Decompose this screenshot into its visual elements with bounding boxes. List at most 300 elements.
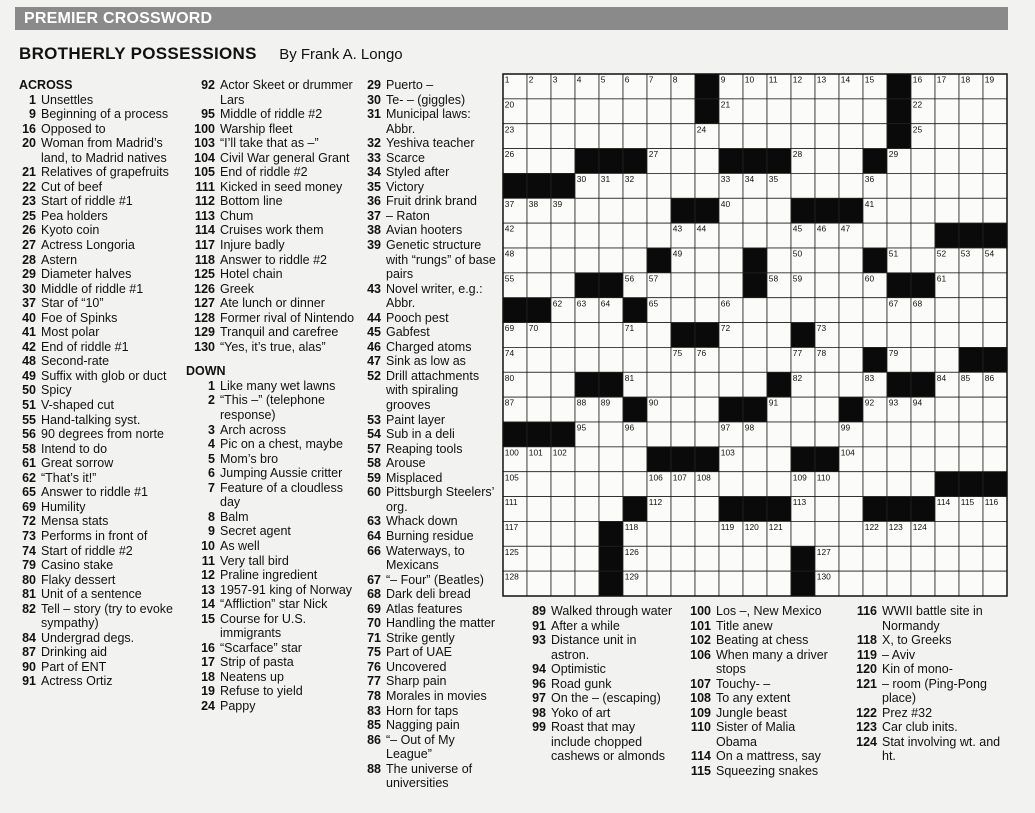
grid-cell[interactable]	[815, 149, 839, 174]
grid-cell[interactable]	[839, 571, 863, 596]
grid-cell[interactable]	[647, 198, 671, 223]
grid-cell[interactable]	[863, 298, 887, 323]
grid-cell[interactable]	[671, 173, 695, 198]
grid-cell[interactable]	[623, 248, 647, 273]
grid-cell[interactable]	[551, 571, 575, 596]
clue-text: Mom’s bro	[220, 451, 279, 466]
grid-cell[interactable]	[935, 298, 959, 323]
grid-cell[interactable]	[791, 422, 815, 447]
clue	[362, 631, 500, 646]
clue	[19, 442, 177, 457]
clue	[19, 223, 177, 238]
grid-cell[interactable]	[863, 422, 887, 447]
cell-number: 103	[720, 447, 735, 458]
grid-cell[interactable]	[719, 571, 743, 596]
grid-cell[interactable]	[719, 223, 743, 248]
grid-cell[interactable]	[983, 546, 1007, 571]
grid-cell[interactable]	[671, 397, 695, 422]
clue-number: 47	[367, 354, 381, 369]
grid-cell[interactable]	[575, 571, 599, 596]
clue	[19, 631, 177, 646]
clue	[19, 354, 177, 369]
grid-cell[interactable]	[599, 472, 623, 497]
grid-cell[interactable]	[527, 347, 551, 372]
grid-cell[interactable]	[983, 124, 1007, 149]
clue-number: 100	[194, 121, 215, 136]
grid-cell[interactable]	[767, 546, 791, 571]
grid-cell[interactable]	[863, 99, 887, 124]
grid-cell[interactable]	[911, 248, 935, 273]
grid-cell[interactable]	[839, 149, 863, 174]
grid-cell[interactable]	[599, 99, 623, 124]
grid-cell[interactable]	[743, 99, 767, 124]
grid-cell[interactable]	[599, 323, 623, 348]
grid-cell[interactable]	[911, 347, 935, 372]
grid-cell[interactable]	[671, 546, 695, 571]
grid-cell[interactable]	[911, 198, 935, 223]
grid-cell[interactable]	[527, 248, 551, 273]
cell-number: 83	[864, 372, 875, 383]
grid-cell[interactable]	[695, 521, 719, 546]
grid-cell[interactable]	[527, 124, 551, 149]
clue-number: 11	[201, 553, 215, 568]
grid-cell[interactable]	[695, 149, 719, 174]
grid-cell[interactable]	[839, 248, 863, 273]
clue-number: 41	[22, 325, 36, 340]
grid-cell[interactable]	[575, 99, 599, 124]
clue	[186, 452, 358, 467]
grid-cell[interactable]	[527, 223, 551, 248]
grid-cell[interactable]	[743, 472, 767, 497]
grid-cell[interactable]	[839, 273, 863, 298]
black-square	[503, 173, 527, 198]
clue-number: 66	[367, 543, 381, 558]
grid-cell[interactable]	[575, 323, 599, 348]
grid-cell[interactable]	[935, 99, 959, 124]
grid-cell[interactable]	[935, 447, 959, 472]
grid-cell[interactable]	[599, 248, 623, 273]
grid-cell[interactable]	[887, 571, 911, 596]
grid-cell[interactable]	[911, 472, 935, 497]
grid-cell[interactable]	[935, 397, 959, 422]
grid-cell[interactable]	[887, 472, 911, 497]
grid-cell[interactable]	[527, 497, 551, 522]
grid-cell[interactable]	[887, 198, 911, 223]
grid-cell[interactable]	[815, 298, 839, 323]
grid-cell[interactable]	[623, 347, 647, 372]
grid-cell[interactable]	[695, 248, 719, 273]
grid-cell[interactable]	[719, 124, 743, 149]
grid-cell[interactable]	[983, 521, 1007, 546]
grid-cell[interactable]	[887, 323, 911, 348]
grid-cell[interactable]	[695, 571, 719, 596]
grid-cell[interactable]	[887, 422, 911, 447]
grid-cell[interactable]	[767, 347, 791, 372]
grid-cell[interactable]	[551, 248, 575, 273]
clue-number: 28	[22, 252, 36, 267]
clue-text: Cut of beef	[41, 179, 103, 194]
grid-cell[interactable]	[959, 124, 983, 149]
grid-cell[interactable]	[935, 521, 959, 546]
grid-cell[interactable]	[815, 521, 839, 546]
grid-cell[interactable]	[647, 546, 671, 571]
grid-cell[interactable]	[863, 546, 887, 571]
clue-text: The universe of universities	[386, 761, 473, 791]
grid-cell[interactable]	[791, 99, 815, 124]
grid-cell[interactable]	[719, 248, 743, 273]
clue	[186, 136, 358, 151]
grid-cell[interactable]	[935, 422, 959, 447]
cell-number: 29	[888, 149, 899, 160]
black-square	[743, 248, 767, 273]
clue-text: Pic on a chest, maybe	[220, 437, 343, 452]
grid-cell[interactable]	[695, 173, 719, 198]
grid-cell[interactable]	[527, 571, 551, 596]
grid-cell[interactable]	[935, 173, 959, 198]
grid-cell[interactable]	[671, 497, 695, 522]
grid-cell[interactable]	[695, 422, 719, 447]
grid-cell[interactable]	[959, 546, 983, 571]
grid-cell[interactable]	[743, 447, 767, 472]
clue	[362, 340, 500, 355]
grid-cell[interactable]	[599, 223, 623, 248]
grid-cell[interactable]	[863, 472, 887, 497]
grid-cell[interactable]	[959, 149, 983, 174]
grid-cell[interactable]	[815, 248, 839, 273]
grid-cell[interactable]	[887, 447, 911, 472]
grid-cell[interactable]	[815, 422, 839, 447]
grid-cell[interactable]	[695, 497, 719, 522]
grid-cell[interactable]	[983, 397, 1007, 422]
grid-cell[interactable]	[911, 149, 935, 174]
grid-cell[interactable]	[911, 422, 935, 447]
grid-cell[interactable]	[599, 447, 623, 472]
clue-number: 63	[367, 514, 381, 529]
grid-cell[interactable]	[647, 323, 671, 348]
grid-cell[interactable]	[815, 124, 839, 149]
grid-cell[interactable]	[959, 99, 983, 124]
clue-text: On a mattress, say	[716, 749, 821, 764]
grid-cell[interactable]	[671, 124, 695, 149]
grid-cell[interactable]	[887, 173, 911, 198]
grid-cell[interactable]	[935, 546, 959, 571]
grid-cell[interactable]	[935, 323, 959, 348]
clue-text: Performs in front of	[41, 528, 148, 543]
grid-cell[interactable]	[743, 546, 767, 571]
grid-cell[interactable]	[815, 372, 839, 397]
clue-number: 52	[367, 368, 381, 383]
clue-column-2	[186, 78, 358, 714]
grid-cell[interactable]	[839, 546, 863, 571]
clue-text: “This –” (telephone response)	[220, 393, 325, 423]
grid-cell[interactable]	[839, 124, 863, 149]
grid-cell[interactable]	[623, 223, 647, 248]
grid-cell[interactable]	[815, 497, 839, 522]
grid-cell[interactable]	[647, 521, 671, 546]
grid-cell[interactable]	[599, 422, 623, 447]
grid-cell[interactable]	[575, 521, 599, 546]
grid-cell[interactable]	[575, 546, 599, 571]
clue	[186, 393, 358, 422]
grid-cell[interactable]	[671, 571, 695, 596]
clue-number: 22	[22, 179, 36, 194]
grid-cell[interactable]	[551, 521, 575, 546]
grid-cell[interactable]	[527, 372, 551, 397]
grid-cell[interactable]	[527, 546, 551, 571]
grid-cell[interactable]	[575, 124, 599, 149]
grid-cell[interactable]	[959, 521, 983, 546]
grid-cell[interactable]	[815, 273, 839, 298]
cell-number: 19	[984, 74, 995, 85]
grid-cell[interactable]	[719, 472, 743, 497]
grid-cell[interactable]	[551, 323, 575, 348]
grid-cell[interactable]	[839, 521, 863, 546]
grid-cell[interactable]	[671, 273, 695, 298]
grid-cell[interactable]	[959, 422, 983, 447]
grid-cell[interactable]	[695, 273, 719, 298]
clue-number: 114	[194, 223, 215, 238]
grid-cell[interactable]	[623, 99, 647, 124]
cell-number: 49	[672, 248, 683, 259]
grid-cell[interactable]	[671, 149, 695, 174]
grid-cell[interactable]	[551, 124, 575, 149]
grid-cell[interactable]	[839, 347, 863, 372]
grid-cell[interactable]	[839, 323, 863, 348]
grid-cell[interactable]	[767, 124, 791, 149]
grid-cell[interactable]	[551, 347, 575, 372]
grid-cell[interactable]	[647, 571, 671, 596]
grid-cell[interactable]	[743, 124, 767, 149]
grid-cell[interactable]	[599, 497, 623, 522]
grid-cell[interactable]	[743, 298, 767, 323]
grid-cell[interactable]	[935, 149, 959, 174]
grid-cell[interactable]	[575, 223, 599, 248]
black-square	[599, 273, 623, 298]
grid-cell[interactable]	[671, 422, 695, 447]
grid-cell[interactable]	[767, 422, 791, 447]
grid-cell[interactable]	[959, 173, 983, 198]
black-square	[935, 472, 959, 497]
clue-number: 87	[22, 645, 36, 660]
grid-cell[interactable]	[791, 173, 815, 198]
grid-cell[interactable]	[743, 323, 767, 348]
grid-cell[interactable]	[959, 447, 983, 472]
grid-cell[interactable]	[551, 149, 575, 174]
grid-cell[interactable]	[767, 248, 791, 273]
grid-cell[interactable]	[671, 372, 695, 397]
clue-number: 42	[22, 339, 36, 354]
grid-cell[interactable]	[815, 397, 839, 422]
grid-cell[interactable]	[719, 273, 743, 298]
clue	[19, 253, 177, 268]
clue	[852, 604, 1004, 633]
grid-cell[interactable]	[671, 298, 695, 323]
grid-cell[interactable]	[527, 273, 551, 298]
cell-number: 5	[600, 74, 606, 85]
grid-cell[interactable]	[839, 497, 863, 522]
grid-cell[interactable]	[671, 521, 695, 546]
grid-cell[interactable]	[767, 223, 791, 248]
grid-cell[interactable]	[647, 173, 671, 198]
clue	[852, 706, 1004, 721]
grid-cell[interactable]	[599, 124, 623, 149]
clue-number: 86	[367, 732, 381, 747]
grid-cell[interactable]	[767, 447, 791, 472]
grid-cell[interactable]	[623, 124, 647, 149]
grid-cell[interactable]	[527, 472, 551, 497]
grid-cell[interactable]	[863, 323, 887, 348]
grid-cell[interactable]	[935, 124, 959, 149]
grid-cell[interactable]	[551, 223, 575, 248]
grid-cell[interactable]	[887, 546, 911, 571]
grid-cell[interactable]	[719, 546, 743, 571]
grid-cell[interactable]	[551, 497, 575, 522]
grid-cell[interactable]	[719, 372, 743, 397]
clue	[852, 677, 1004, 706]
cell-number: 1	[504, 74, 510, 85]
clue	[362, 602, 500, 617]
grid-cell[interactable]	[551, 546, 575, 571]
grid-cell[interactable]	[911, 546, 935, 571]
grid-cell[interactable]	[647, 124, 671, 149]
grid-cell[interactable]	[695, 372, 719, 397]
grid-cell[interactable]	[959, 198, 983, 223]
grid-cell[interactable]	[983, 173, 1007, 198]
grid-cell[interactable]	[983, 447, 1007, 472]
grid-cell[interactable]	[743, 372, 767, 397]
grid-cell[interactable]	[551, 273, 575, 298]
grid-cell[interactable]	[959, 323, 983, 348]
grid-cell[interactable]	[983, 198, 1007, 223]
grid-cell[interactable]	[839, 372, 863, 397]
grid-cell[interactable]	[551, 99, 575, 124]
grid-cell[interactable]	[839, 99, 863, 124]
grid-cell[interactable]	[599, 347, 623, 372]
grid-cell[interactable]	[935, 571, 959, 596]
grid-cell[interactable]	[623, 472, 647, 497]
clue-text: Scarce	[386, 150, 425, 165]
grid-cell[interactable]	[767, 298, 791, 323]
grid-cell[interactable]	[599, 198, 623, 223]
grid-cell[interactable]	[575, 347, 599, 372]
cell-number: 130	[816, 571, 831, 582]
grid-cell[interactable]	[863, 124, 887, 149]
grid-cell[interactable]	[791, 397, 815, 422]
grid-cell[interactable]	[743, 223, 767, 248]
grid-cell[interactable]	[767, 472, 791, 497]
grid-cell[interactable]	[695, 298, 719, 323]
grid-cell[interactable]	[575, 497, 599, 522]
grid-cell[interactable]	[767, 571, 791, 596]
grid-cell[interactable]	[815, 99, 839, 124]
grid-cell[interactable]	[935, 347, 959, 372]
grid-cell[interactable]	[791, 521, 815, 546]
grid-cell[interactable]	[527, 149, 551, 174]
grid-cell[interactable]	[887, 223, 911, 248]
grid-cell[interactable]	[983, 298, 1007, 323]
grid-cell[interactable]	[959, 397, 983, 422]
grid-cell[interactable]	[983, 323, 1007, 348]
grid-cell[interactable]	[743, 198, 767, 223]
grid-cell[interactable]	[647, 347, 671, 372]
grid-cell[interactable]	[959, 571, 983, 596]
cell-number: 109	[792, 472, 807, 483]
grid-cell[interactable]	[671, 99, 695, 124]
grid-cell[interactable]	[575, 472, 599, 497]
cell-number: 22	[912, 99, 923, 110]
grid-cell[interactable]	[719, 347, 743, 372]
grid-cell[interactable]	[767, 198, 791, 223]
grid-cell[interactable]	[575, 198, 599, 223]
grid-cell[interactable]	[647, 372, 671, 397]
grid-cell[interactable]	[695, 546, 719, 571]
grid-cell[interactable]	[983, 99, 1007, 124]
grid-cell[interactable]	[911, 571, 935, 596]
grid-cell[interactable]	[983, 571, 1007, 596]
grid-cell[interactable]	[527, 521, 551, 546]
grid-cell[interactable]	[575, 248, 599, 273]
grid-cell[interactable]	[839, 298, 863, 323]
grid-cell[interactable]	[983, 422, 1007, 447]
grid-cell[interactable]	[743, 347, 767, 372]
grid-cell[interactable]	[935, 198, 959, 223]
grid-cell[interactable]	[791, 124, 815, 149]
grid-cell[interactable]	[863, 447, 887, 472]
grid-cell[interactable]	[551, 372, 575, 397]
grid-cell[interactable]	[527, 397, 551, 422]
grid-cell[interactable]	[839, 173, 863, 198]
grid-cell[interactable]	[647, 99, 671, 124]
clue	[186, 340, 358, 355]
grid-cell[interactable]	[623, 198, 647, 223]
grid-cell[interactable]	[863, 223, 887, 248]
clue	[186, 379, 358, 394]
grid-cell[interactable]	[839, 472, 863, 497]
grid-cell[interactable]	[551, 397, 575, 422]
grid-cell[interactable]	[983, 273, 1007, 298]
grid-cell[interactable]	[959, 298, 983, 323]
grid-cell[interactable]	[575, 447, 599, 472]
grid-cell[interactable]	[863, 571, 887, 596]
clue	[186, 568, 358, 583]
clue-text: Horn for taps	[386, 703, 459, 718]
grid-cell[interactable]	[959, 273, 983, 298]
clue	[19, 558, 177, 573]
clue	[186, 655, 358, 670]
grid-cell[interactable]	[791, 298, 815, 323]
clue-number: 108	[690, 691, 711, 706]
grid-cell[interactable]	[911, 223, 935, 248]
cell-number: 97	[720, 422, 731, 433]
clue-number: 9	[29, 107, 36, 122]
grid-cell[interactable]	[743, 571, 767, 596]
grid-cell[interactable]	[551, 472, 575, 497]
grid-cell[interactable]	[767, 99, 791, 124]
grid-cell[interactable]	[527, 99, 551, 124]
grid-cell[interactable]	[767, 323, 791, 348]
clue-text: To any extent	[716, 691, 791, 706]
grid-cell[interactable]	[911, 323, 935, 348]
grid-cell[interactable]	[647, 223, 671, 248]
cell-number: 96	[624, 422, 635, 433]
grid-cell[interactable]	[911, 173, 935, 198]
grid-cell[interactable]	[695, 397, 719, 422]
grid-cell[interactable]	[911, 447, 935, 472]
grid-cell[interactable]	[623, 447, 647, 472]
grid-cell[interactable]	[647, 422, 671, 447]
grid-cell[interactable]	[815, 173, 839, 198]
grid-cell[interactable]	[983, 149, 1007, 174]
